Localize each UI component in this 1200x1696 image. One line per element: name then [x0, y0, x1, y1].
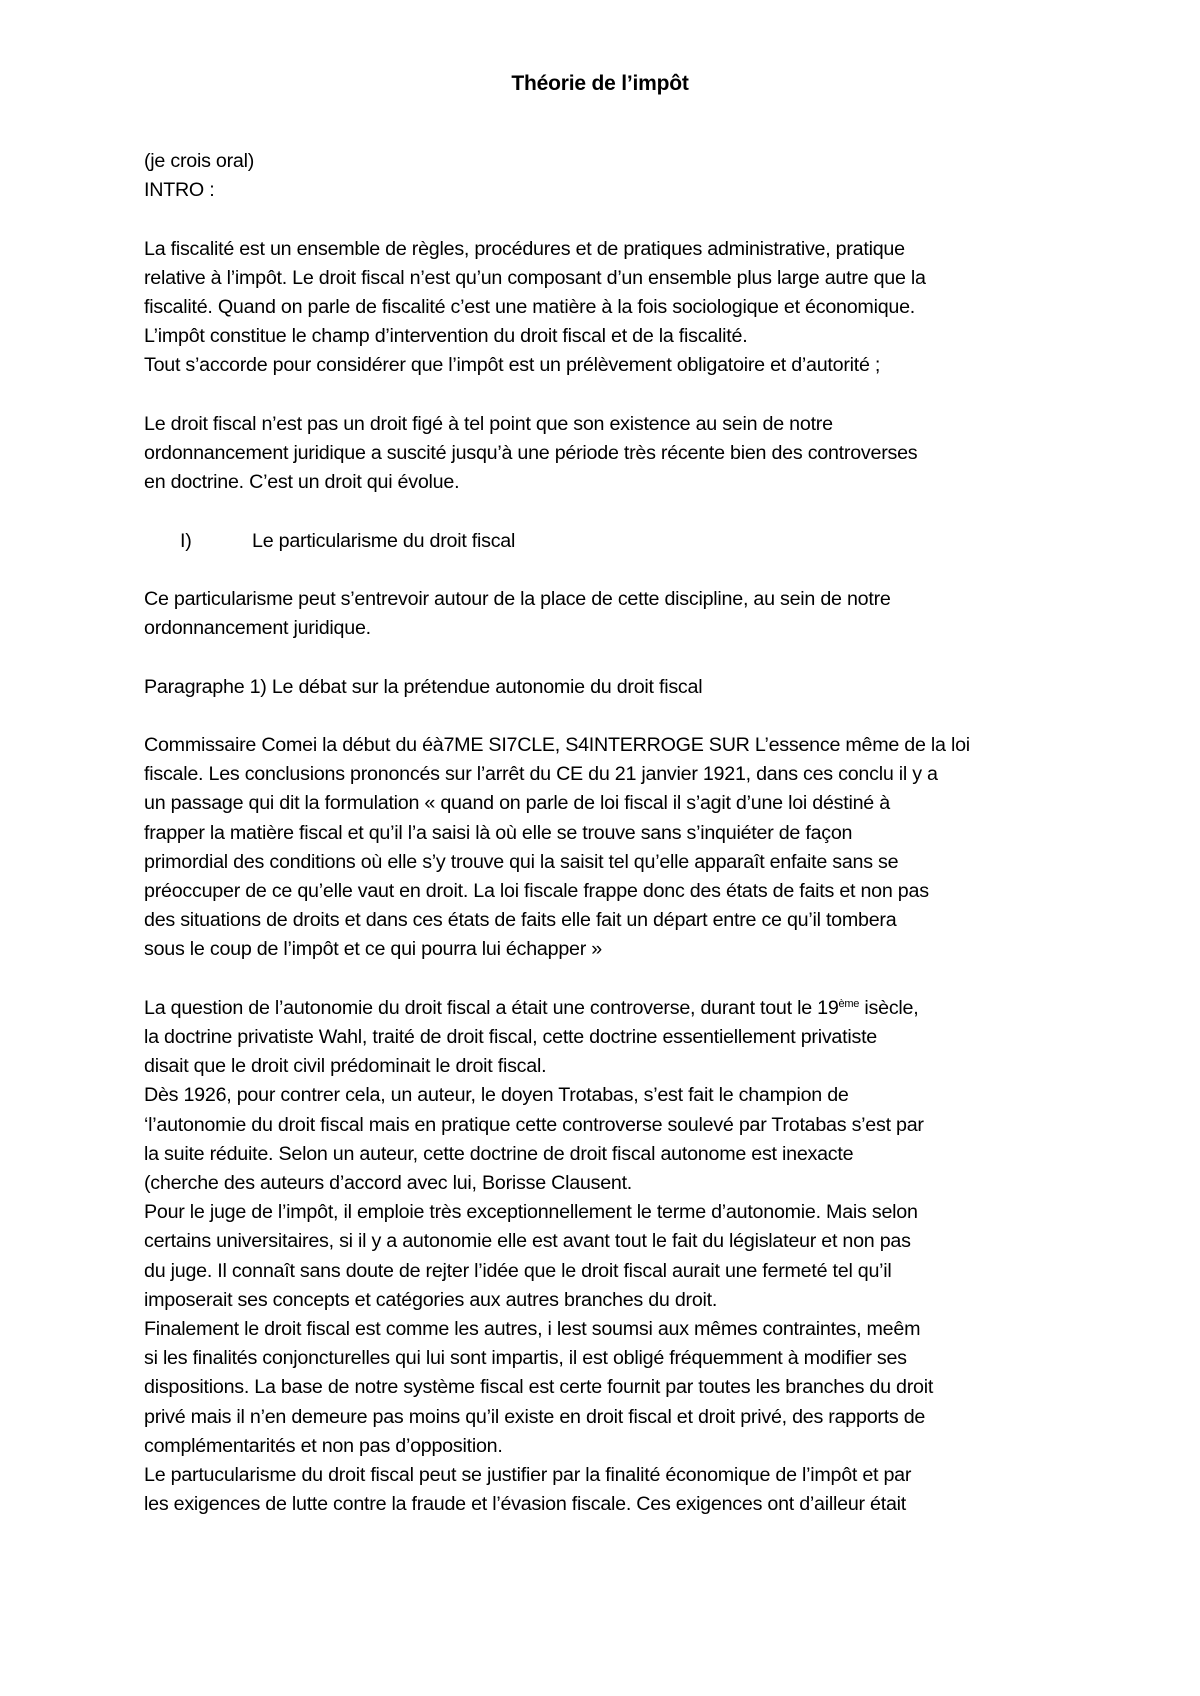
text-line: du juge. Il connaît sans doute de rejter l’idée que le droit fiscal aurait une fermeté tel qu’il [144, 1259, 892, 1282]
section-title: Le particularisme du droit fiscal [252, 529, 516, 552]
text-line: Finalement le droit fiscal est comme les autres, i lest soumsi aux mêmes contraintes, meêm [144, 1318, 921, 1340]
text-line: Tout s’accorde pour considérer que l’impôt est un prélèvement obligatoire et d’autorité ; [144, 354, 881, 377]
text-line: des situations de droits et dans ces états de faits elle fait un départ entre ce qu’il tombera [144, 909, 897, 932]
text-line: fiscale. Les conclusions prononcés sur l’arrêt du CE du 21 janvier 1921, dans ces conclu il y a [144, 763, 938, 786]
text-line: disait que le droit civil prédominait le droit fiscal. [144, 1055, 547, 1078]
text-line: Le partucularisme du droit fiscal peut se justifier par la finalité économique de l’impôt et par [144, 1464, 912, 1487]
text-line: complémentarités et non pas d’opposition. [144, 1434, 503, 1457]
text-line: frapper la matière fiscal et qu’il l’a saisi là où elle se trouve sans s’inquiéter de façon [144, 821, 853, 844]
superscript: ème [838, 997, 860, 1010]
section-number: I) [180, 529, 192, 552]
text-line: privé mais il n’en demeure pas moins qu’il existe en droit fiscal et droit privé, des rapports de [144, 1405, 926, 1428]
text-line: ‘l’autonomie du droit fiscal mais en pratique cette controverse soulevé par Trotabas s’est par [144, 1113, 924, 1136]
paragraph-commissaire [144, 731, 1064, 965]
paragraph-particularisme [144, 585, 1064, 643]
text-line: sous le coup de l’impôt et ce qui pourra lui échapper » [144, 938, 602, 961]
text-line: La fiscalité est un ensemble de règles, procédures et de pratiques administrative, pratique [144, 237, 905, 260]
text-line: primordial des conditions où elle s’y trouve qui la saisit tel qu’elle apparaît enfaite sans se [144, 850, 899, 873]
text-line: préoccuper de ce qu’elle vaut en droit. La loi fiscale frappe donc des états de faits et non pas [144, 879, 929, 902]
paragraph-autonomie [144, 994, 1064, 1520]
text-line: relative à l’impôt. Le droit fiscal n’est qu’un composant d’un ensemble plus large autre que la [144, 266, 926, 289]
text-line: un passage qui dit la formulation « quand on parle de loi fiscal il s’agit d’une loi déstiné à [144, 792, 890, 815]
text-line: Le droit fiscal n’est pas un droit figé à tel point que son existence au sein de notre [144, 412, 833, 435]
text-line: Dès 1926, pour contrer cela, un auteur, le doyen Trotabas, s’est fait le champion de [144, 1084, 849, 1107]
text-line: fiscalité. Quand on parle de fiscalité c’est une matière à la fois sociologique et économique. [144, 296, 916, 318]
section-heading [144, 527, 1064, 556]
intro-block [144, 147, 1064, 205]
document-body [144, 147, 1064, 1519]
paragraph-droit-fiscal [144, 410, 1064, 498]
text-line: Pour le juge de l’impôt, il emploie très exceptionnellement le terme d’autonomie. Mais selon [144, 1201, 918, 1224]
text-segment: La question de l’autonomie du droit fiscal a était une controverse, durant tout le 19 [144, 996, 839, 1019]
text-line [144, 994, 1064, 1023]
text-line: si les finalités conjoncturelles qui lui sont impartis, il est obligé fréquemment à modifier ses [144, 1347, 907, 1370]
text-line: la doctrine privatiste Wahl, traité de droit fiscal, cette doctrine essentiellement privatiste [144, 1025, 877, 1048]
document-title: Théorie de l’impôt [511, 72, 689, 95]
text-segment: isècle, [859, 996, 919, 1019]
intro-label: INTRO : [144, 179, 215, 202]
text-line: les exigences de lutte contre la fraude et l’évasion fiscale. Ces exigences ont d’ailleur était [144, 1493, 907, 1516]
text-line: Commissaire Comei la début du éà7ME SI7CLE, S4INTERROGE SUR L’essence même de la loi [144, 733, 970, 756]
text-line: (cherche des auteurs d’accord avec lui, Borisse Clausent. [144, 1171, 633, 1194]
text-line: dispositions. La base de notre système fiscal est certe fournit par toutes les branches du droit [144, 1376, 934, 1399]
text-line: ordonnancement juridique. [144, 617, 371, 640]
intro-note: (je crois oral) [144, 150, 255, 172]
paragraph-fiscalite [144, 235, 1064, 381]
text-line: en doctrine. C’est un droit qui évolue. [144, 471, 460, 494]
text-line: ordonnancement juridique a suscité jusqu’à une période très récente bien des controverses [144, 442, 918, 464]
text-line: Ce particularisme peut s’entrevoir autour de la place de cette discipline, au sein de notre [144, 587, 891, 610]
text-line: certains universitaires, si il y a autonomie elle est avant tout le fait du législateur et non pas [144, 1230, 911, 1253]
text-line: L’impôt constitue le champ d’intervention du droit fiscal et de la fiscalité. [144, 325, 748, 348]
text-line: imposerait ses concepts et catégories aux autres branches du droit. [144, 1288, 718, 1311]
text-line: la suite réduite. Selon un auteur, cette doctrine de droit fiscal autonome est inexacte [144, 1142, 854, 1165]
paragraph-heading: Paragraphe 1) Le débat sur la prétendue autonomie du droit fiscal [144, 675, 703, 698]
